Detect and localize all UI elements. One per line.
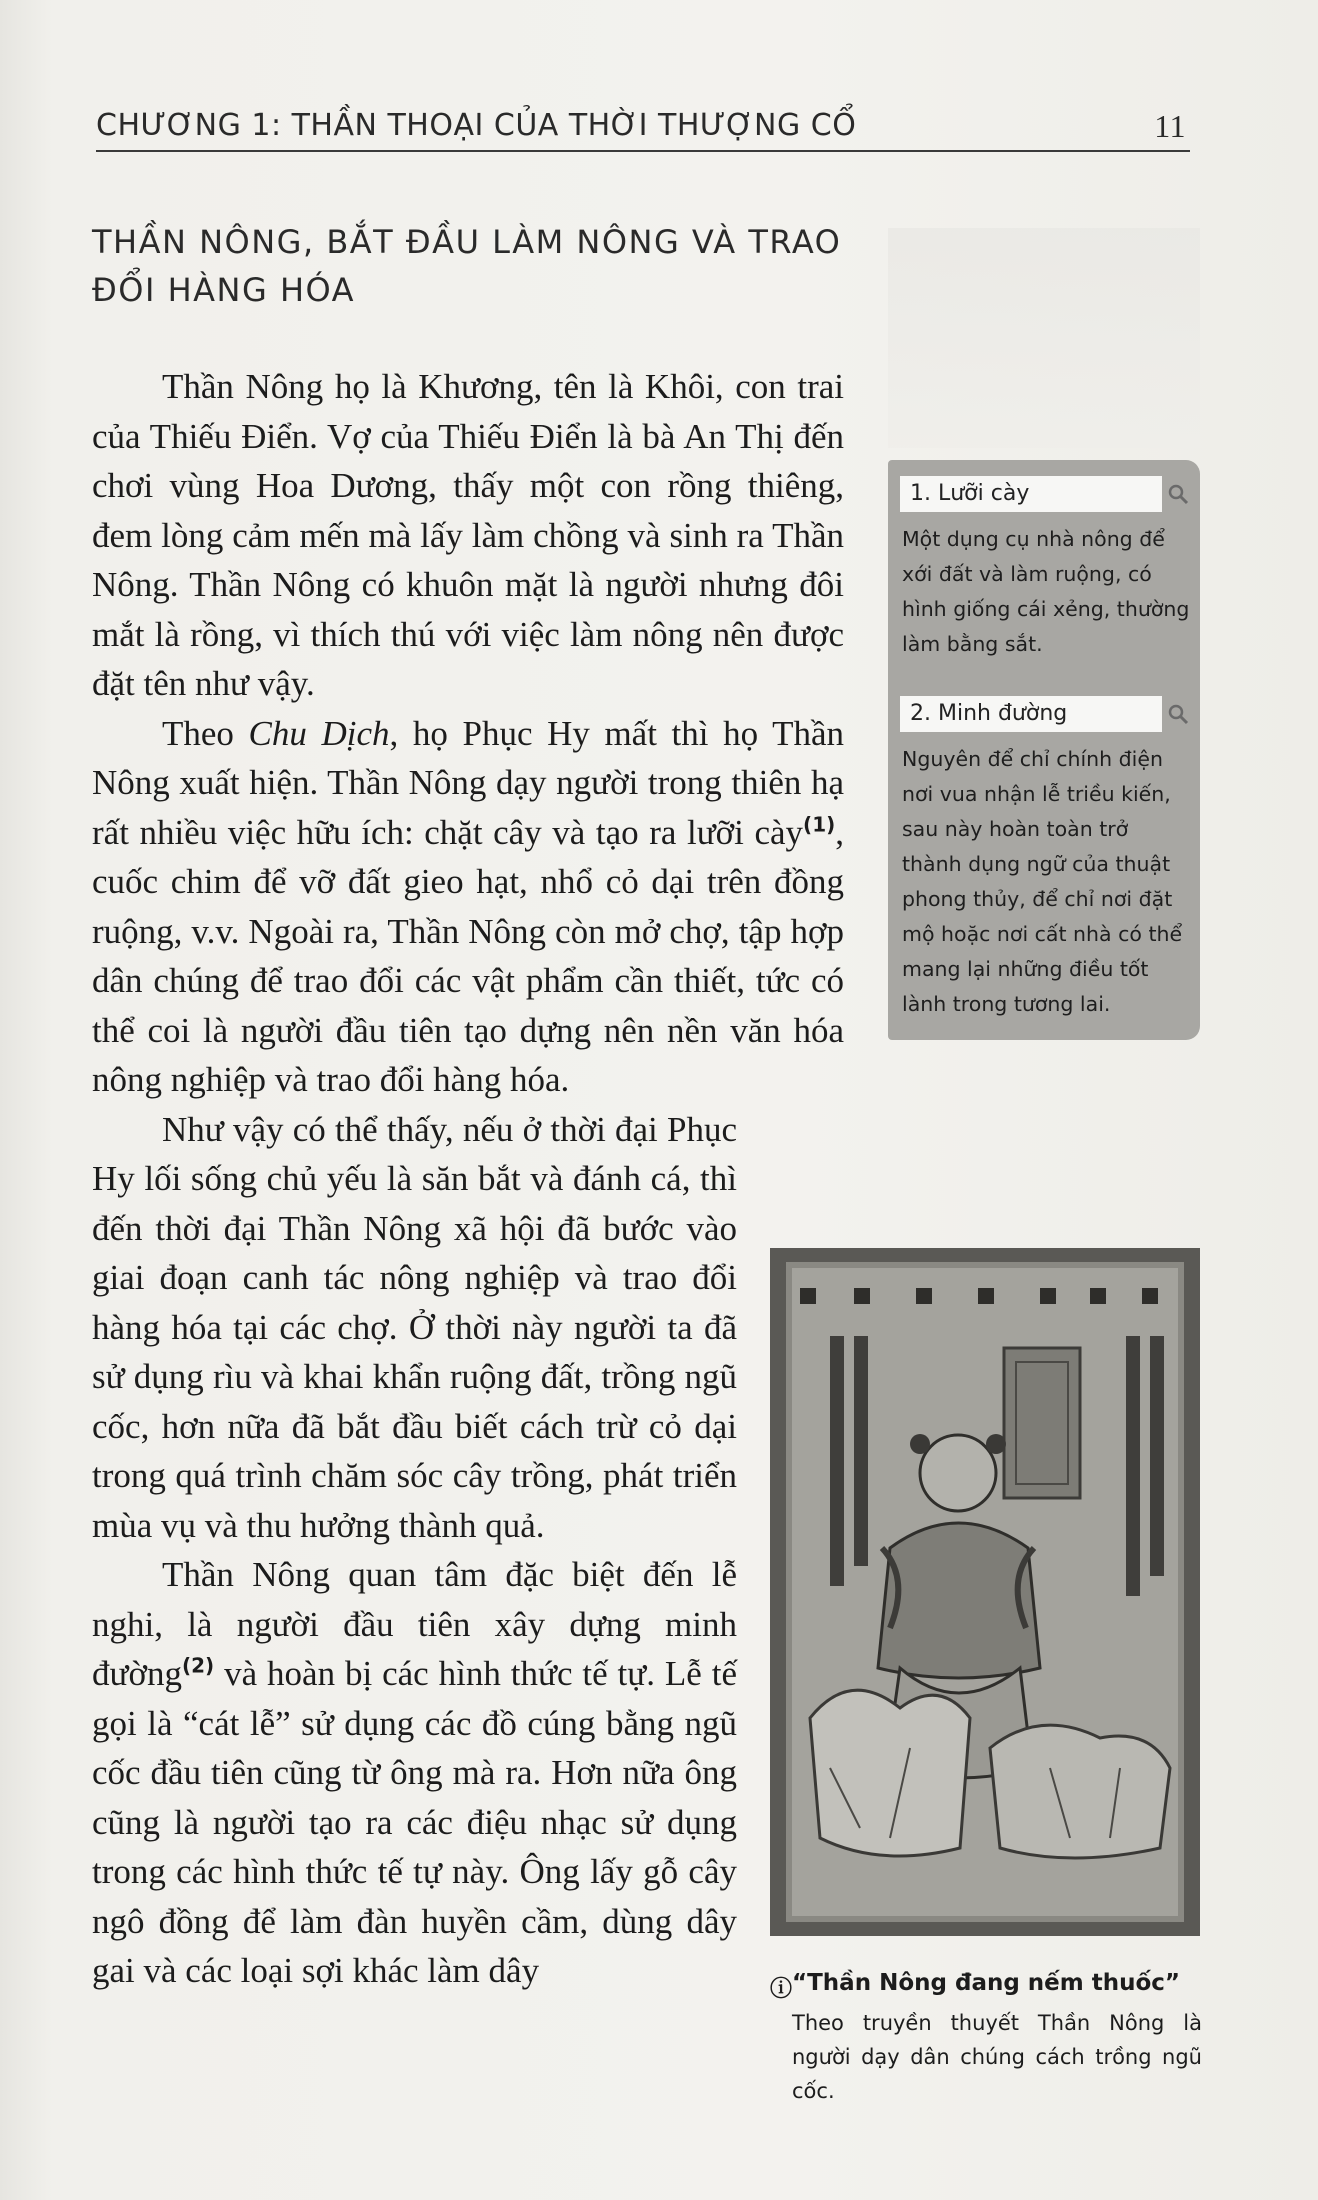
section-title: THẦN NÔNG, BẮT ĐẦU LÀM NÔNG VÀ TRAO ĐỔI HÀNG HÓA xyxy=(92,223,842,309)
footnote-ref-2[interactable]: (2) xyxy=(181,1653,215,1678)
magnifier-icon xyxy=(1164,476,1192,512)
glossary-term-2: 2. Minh đường xyxy=(900,696,1162,732)
figure-caption-text: Theo truyền thuyết Thần Nông là người dạy dân chúng cách trồng ngũ cốc. xyxy=(792,2011,1202,2103)
glossary-definition-2: Nguyên để chỉ chính điện nơi vua nhận lễ triều kiến, sau này hoàn toàn trở thành dụng ngữ của thuật phong thủy, để chỉ nơi đặt mộ hoặc nơi cất nhà có thể mang lại những điều tốt lành trong tương lai. xyxy=(902,747,1183,1016)
page-number: 11 xyxy=(1154,108,1186,144)
paragraph-3: Như vậy có thể thấy, nếu ở thời đại Phục Hy lối sống chủ yếu là săn bắt và đánh cá, thì đến thời đại Thần Nông xã hội đã bước vào giai đoạn canh tác nông nghiệp và trao đổi hàng hóa tại các chợ. Ở thời này người ta đã sử dụng rìu và khai khẩn ruộng đất, trồng ngũ cốc, hơn nữa đã bắt đầu biết cách trừ cỏ dại trong quá trình chăm sóc cây trồng, phát triển mùa vụ và thu hưởng thành quả. xyxy=(92,1109,737,1545)
faded-bleedthrough xyxy=(888,228,1200,448)
figure-caption-title: “Thần Nông đang nếm thuốc” xyxy=(792,1970,1181,1996)
paragraph-4: Thần Nông quan tâm đặc biệt đến lễ nghi, là người đầu tiên xây dựng minh đường$^{(2)}$ và hoàn bị các hình thức tế tự. Lễ tế gọi là “cát lễ” sử dụng các đồ cúng bằng ngũ cốc đầu tiên cũng từ ông mà ra. Hơn nữa ông cũng là người tạo ra các điệu nhạc sử dụng trong các hình thức tế tự này. Ông lấy gỗ cây ngô đồng để làm đàn huyền cầm, dùng dây gai và các loại sợi khác làm dây xyxy=(92,1555,737,1990)
magnifier-icon xyxy=(1164,696,1192,732)
book-title-italic: Chu Dịch xyxy=(248,713,390,753)
glossary-definition-1: Một dụng cụ nhà nông để xới đất và làm ruộng, có hình giống cái xẻng, thường làm bằng sắt. xyxy=(902,527,1190,656)
paragraph-1: Thần Nông họ là Khương, tên là Khôi, con trai của Thiếu Điển. Vợ của Thiếu Điển là bà An Thị đến chơi vùng Hoa Dương, thấy một con rồng thiêng, đem lòng cảm mến mà lấy làm chồng và sinh ra Thần Nông. Thần Nông có khuôn mặt là người nhưng đôi mắt là rồng, vì thích thú với việc làm nông nên được đặt tên như vậy. xyxy=(92,367,844,703)
footnote-ref-1[interactable]: (1) xyxy=(803,811,836,836)
glossary-term-1: 1. Lưỡi cày xyxy=(900,476,1162,512)
header-rule xyxy=(96,150,1190,152)
chapter-title: CHƯƠNG 1: THẦN THOẠI CỦA THỜI THƯỢNG CỔ xyxy=(96,108,857,143)
paragraph-2: Theo Chu Dịch, họ Phục Hy mất thì họ Thần Nông xuất hiện. Thần Nông dạy người trong thiên hạ rất nhiều việc hữu ích: chặt cây và tạo ra lưỡi cày$^{(1)}$, cuốc chim để vỡ đất gieo hạt, nhổ cỏ dại trên đồng ruộng, v.v. Ngoài ra, Thần Nông còn mở chợ, tập hợp dân chúng để trao đổi các vật phẩm cần thiết, tức có thể coi là người đầu tiên tạo dựng nên nền văn hóa nông nghiệp và trao đổi hàng hóa. xyxy=(92,713,844,1099)
body-text xyxy=(92,362,844,1996)
running-head xyxy=(96,108,1186,143)
shennong-illustration xyxy=(770,1248,1200,1936)
caption-marker: ⓘ xyxy=(770,1977,793,2002)
glossary-sidebar xyxy=(888,460,1200,1040)
